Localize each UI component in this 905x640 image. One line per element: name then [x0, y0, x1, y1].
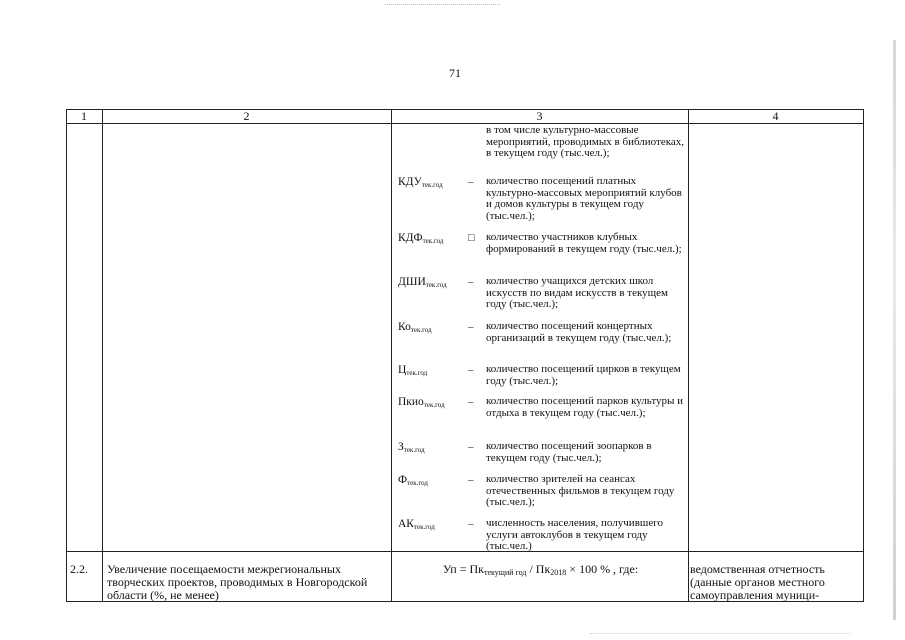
definition-term: $КДФ_{тек.год}$	[398, 232, 444, 245]
table-col-divider-3	[688, 109, 689, 602]
definition-dash: –	[468, 276, 474, 288]
definition-term: Пкио$_{тек.год}$	[398, 396, 445, 409]
table-frame	[66, 109, 864, 602]
definition-dash: –	[468, 321, 474, 333]
definition-dash: –	[468, 518, 474, 530]
column-header-1: 1	[81, 109, 87, 123]
table-header-divider	[66, 123, 864, 124]
column-header-2: 2	[243, 109, 250, 123]
definition-term: $Ко_{тек.год}$	[398, 321, 432, 334]
scan-marks-bottom	[590, 633, 850, 636]
table-border-left	[66, 109, 67, 602]
definition-description: количество посещений концертных организаций в текущем году (тыс.чел.);	[486, 320, 672, 344]
definition-description: количество зрителей на сеансах отечественных фильмов в текущем году (тыс.чел.);	[486, 473, 675, 508]
definition-description: численность населения, получившего услуги автоклубов в текущем году (тыс.чел.)	[486, 517, 663, 552]
page-number: 71	[449, 66, 461, 80]
scan-edge-shadow	[893, 40, 896, 620]
definition-dash: –	[468, 176, 474, 188]
table-row-divider	[66, 551, 864, 552]
indicator-formula: Уп = $Пк_{текущий год} / Пк_{2018} \times 100$ % , где:	[442, 562, 639, 577]
definition-dash: –	[468, 474, 474, 486]
definition-dash: –	[468, 441, 474, 453]
row-number: 2.2.	[70, 562, 88, 576]
scan-marks-top	[385, 4, 500, 7]
definition-dash: –	[468, 364, 474, 376]
definition-term: $Ц_{тек.год}$	[398, 364, 428, 377]
table-border-right	[863, 109, 864, 602]
definition-description: количество посещений парков культуры и отдыха в текущем году (тыс.чел.);	[486, 395, 684, 419]
definition-term: $З_{тек.год}$	[398, 441, 425, 454]
table-col-divider-1	[102, 109, 103, 602]
indicator-title: Увеличение посещаемости межрегиональных творческих проектов, проводимых в Новгородской области (%, не менее)	[107, 562, 368, 602]
table-col-divider-2	[391, 109, 392, 602]
definition-description: количество посещений зоопарков в текущем году (тыс.чел.);	[486, 440, 652, 464]
definition-term: $ДШИ_{тек.год}$	[398, 276, 447, 289]
definition-term: $КДУ_{тек.год}$	[398, 176, 443, 189]
definition-term: $Ф_{тек.год}$	[398, 474, 428, 487]
definition-description: количество участников клубных формирований в текущем году (тыс.чел.);	[486, 231, 682, 255]
column-header-3: 3	[536, 109, 543, 123]
definition-description: количество посещений цирков в текущем году (тыс.чел.);	[486, 363, 681, 387]
definition-checkbox-glyph: □	[468, 232, 475, 244]
definition-description: количество посещений платных культурно-массовых мероприятий клубов и домов культуры в текущем году (тыс.чел.);	[486, 175, 682, 222]
definition-term: $АК_{тек.год}$	[398, 518, 435, 531]
definition-description: количество учащихся детских школ искусств по видам искусств в текущем году (тыс.чел.);	[486, 275, 668, 310]
data-source: ведомственная отчетность (данные органов местного самоуправления муници-	[690, 562, 825, 602]
definition-dash: –	[468, 396, 474, 408]
column-header-4: 4	[772, 109, 779, 123]
definition-lead-text: в том числе культурно-массовые мероприятий, проводимых в библиотеках, в текущем году (тыс.чел.);	[486, 124, 685, 159]
